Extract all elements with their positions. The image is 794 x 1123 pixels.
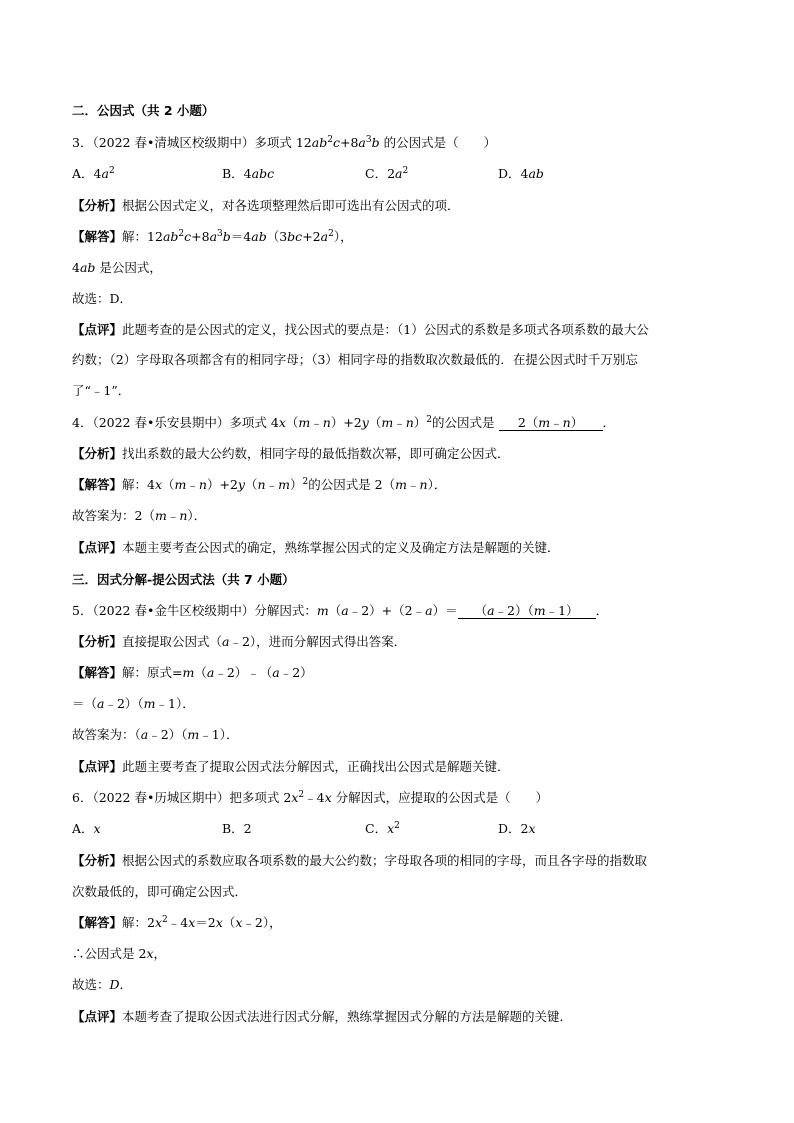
question-source: （2022 春•历城区期中） [92,790,230,805]
question-5-answer-1: 【解答】解：原式=m（a﹣2）﹣（a﹣2） [72,665,313,680]
question-4-final: 故答案为：2（m﹣n）． [72,508,207,523]
question-text-end: ． [595,603,609,618]
question-3-comment-3: 了“﹣1”． [72,383,131,398]
question-4-answer: 【解答】解：4x（m﹣n）+2y（n﹣m）$^2$的公因式是 2（m﹣n）． [72,477,447,492]
answer-text: 是公因式， [99,260,162,275]
answer-text: 解： [122,229,148,244]
option-a: A．x [72,821,101,836]
answer-tag: 【解答】 [72,665,123,680]
question-3-comment-2: 约数；（2）字母取各项都含有的相同字母；（3）相同字母的指数取次数最低的．在提公因式时千万别忘 [72,352,638,367]
analysis-tag: 【分析】 [72,634,123,649]
answer-tag: 【解答】 [72,477,123,492]
option-c: C．$2a^2$ [365,166,409,181]
section-heading-3: 三．因式分解-提公因式法（共 7 小题） [72,572,295,587]
analysis-tag: 【分析】 [72,446,123,461]
question-3-options [72,166,722,182]
analysis-text: 找出系数的最大公约数，相同字母的最低指数次幂，即可确定公因式． [122,446,510,461]
question-4-comment [72,540,722,556]
question-4-analysis [72,446,722,462]
question-6-stem: 6．（2022 春•历城区期中）把多项式 $2x^2﹣4x$ 分解因式，应提取的公因式是（ ） [72,790,549,805]
comment-text: 此题主要考查了提取公因式法分解因式，正确找出公因式是解题关键． [122,759,510,774]
question-number: 4． [72,415,93,430]
question-3-stem: 3．（2022 春•清城区校级期中）多项式 $12ab^2c+8a^3b$ 的公因式是（ ） [72,135,497,150]
option-a: A．$4a^2$ [72,166,115,181]
section-heading-2: 二．公因式（共 2 小题） [72,103,215,118]
comment-text: 本题考查了提取公因式法进行因式分解，熟练掌握因式分解的方法是解题的关键． [122,1009,573,1024]
question-5-final: 故答案为：（a﹣2）（m﹣1）． [72,727,239,742]
question-text: 多项式 12 [254,135,312,150]
option-b: B．4abc [222,166,275,181]
question-number: 3． [72,135,93,150]
question-3-choice: 故选：D． [72,291,133,306]
question-6-therefore: ∴公因式是 2x， [72,946,167,961]
comment-text: 本题主要考查公因式的确定，熟练掌握公因式的定义及确定方法是解题的关键． [122,540,560,555]
option-d: D．2x [498,821,536,836]
answer-tag: 【解答】 [72,915,123,930]
question-4-stem: 4．（2022 春•乐安县期中）多项式 4x（m﹣n）+2y（m﹣n）$^2$的公因式是 2（m﹣n） ． [72,415,616,430]
question-text-end: ． [602,415,616,430]
analysis-text: 根据公因式定义，对各选项整理然后即可选出有公因式的项． [122,198,460,213]
question-number: 6． [72,790,93,805]
analysis-tag: 【分析】 [72,198,123,213]
question-5-comment [72,759,722,775]
analysis-text: 根据公因式的系数应取各项系数的最大公约数；字母取各项的相同的字母，而且各字母的指数取 [122,853,648,868]
option-d: D．4ab [498,166,544,181]
question-6-analysis-2: 次数最低的，即可确定公因式． [72,884,248,899]
answer-tag: 【解答】 [72,229,123,244]
question-number: 5． [72,603,93,618]
question-source: （2022 春•乐安县期中） [92,415,230,430]
question-6-options [72,821,722,837]
question-source: （2022 春•金牛区校级期中） [92,603,255,618]
question-6-analysis-1 [72,853,722,869]
question-3-analysis [72,198,722,214]
question-text-end: 的公因式是（ ） [379,135,497,150]
comment-tag: 【点评】 [72,759,123,774]
comment-tag: 【点评】 [72,540,123,555]
question-3-answer: 【解答】解：$12ab^2c+8a^3b=4ab(3bc+2a^2)$， [72,229,353,244]
question-5-stem: 5．（2022 春•金牛区校级期中）分解因式：m（a﹣2）+（2﹣a）＝ （a﹣2）（m﹣1） ． [72,603,609,618]
option-c: C．$x^2$ [365,821,400,836]
question-3-answer-line2: 4ab 是公因式， [72,260,162,275]
answer-blank: 2（m﹣n） [499,416,603,431]
question-5-answer-2: ＝（a﹣2）（m﹣1）． [72,696,195,711]
option-b: B．2 [222,821,252,836]
question-source: （2022 春•清城区校级期中） [92,135,255,150]
comment-tag: 【点评】 [72,322,123,337]
question-text: 的公因式是 [432,415,495,430]
question-5-analysis: 【分析】直接提取公因式（a﹣2），进而分解因式得出答案． [72,634,407,649]
comment-text: 此题考查的是公因式的定义，找公因式的要点是：（1）公因式的系数是多项式各项系数的最大公 [122,322,649,337]
question-6-answer: 【解答】解：$2x^2﹣4x=2x(x﹣2)$， [72,915,282,930]
answer-blank: （a﹣2）（m﹣1） [458,604,596,619]
analysis-tag: 【分析】 [72,853,123,868]
question-3-comment-1 [72,322,722,338]
comment-tag: 【点评】 [72,1009,123,1024]
question-6-comment [72,1009,722,1025]
question-6-choice: 故选：D． [72,977,133,992]
